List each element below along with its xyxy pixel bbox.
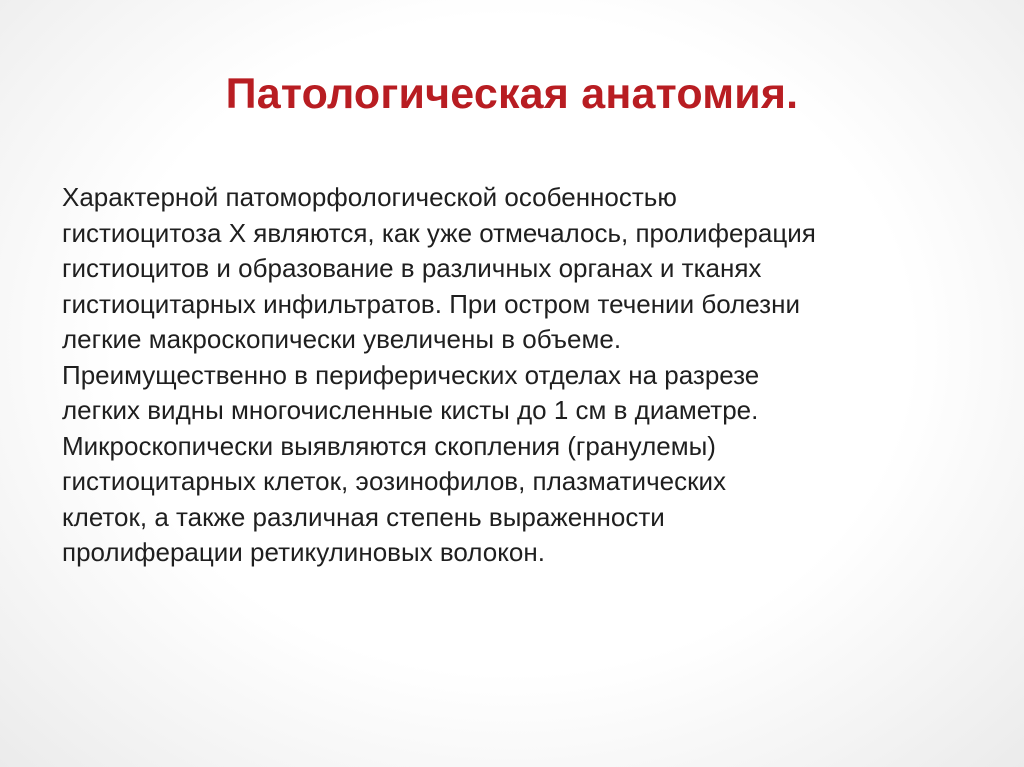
slide-body-text [62, 180, 992, 571]
body-line: пролиферации ретикулиновых волокон. [62, 537, 545, 567]
slide-title: Патологическая анатомия. [225, 70, 799, 118]
body-line: Характерной патоморфологической особенностью [62, 182, 677, 212]
body-line: клеток, а также различная степень выраженности [62, 501, 665, 532]
body-line: гистиоцитарных клеток, эозинофилов, плазматических [62, 466, 726, 496]
body-line: гистиоцитарных инфильтратов. При остром течении болезни [62, 288, 800, 319]
body-line: Микроскопически выявляются скопления (гранулемы) [62, 430, 716, 461]
body-line: легких видны многочисленные кисты до 1 см в диаметре. [62, 395, 759, 425]
body-line: Преимущественно в периферических отделах на разрезе [62, 359, 760, 390]
body-line: легкие макроскопически увеличены в объеме. [62, 324, 622, 354]
body-line: гистиоцитоза X являются, как уже отмечалось, пролиферация [62, 217, 816, 248]
body-line: гистиоцитов и образование в различных органах и тканях [62, 253, 762, 283]
